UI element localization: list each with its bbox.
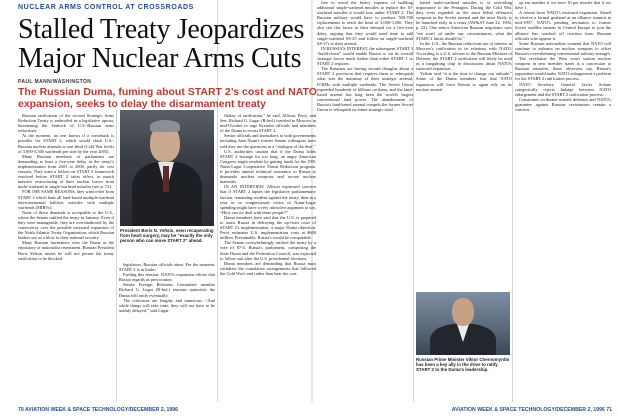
column-gutter [116,110,117,402]
folio-left: 70 AVIATION WEEK & SPACE TECHNOLOGY/DECEMBER 2, 1996 [18,407,179,413]
article-column-2 [119,262,215,401]
paragraph: Fueling this tension: NATO's expansion efforts that Russia regards as provocation. [119,272,215,283]
paragraph: Senior officials and lawmakers in both governments including Sam Nunn's former Senate colleagues have said they see the questions as a “dialogue of the deaf.” [220,133,316,149]
paragraph: Some Russian nationalists contend that NATO will continue to enhance on nuclear weapons to offset Russia's overwhelming conventional military strength. [515,40,611,56]
paragraph: IN RUSSIA'S INTEREST, the subsequent START 3 “build-down” would enable Russia to cut its overall strategic forces much further than either START 1 or START 2 requires. [317,45,413,67]
paragraph: Many Russian members of parliament are demanding at least a five-year delay in the treaty's implementation from 2003 to 2008, partly for cost reasons. They want a follow-on START 3 framework resolved before START 2 takes effect, to match massive restructuring of their nuclear forces from multi-warhead to single-warhead missiles (see p. 72). [18,153,114,190]
article-column-4 [317,0,413,401]
paragraph: based multi-warhead missiles is of overriding importance to the Pentagon. During the Cold War, they were regarded as the most lethal offensive weapons in the Soviet arsenal and the most likely to be launched early in a crisis (AW&ST June 22, 1992, p. 22). One senior American Russian negotiator says “we won't sit under any circumstances, what the START 2 limits should be.” [416,0,512,41]
paragraph: At the moment, no one knows if a comeback is possible for START 2, which would slash U.S.-Russian nuclear arsenals to one-third (Cold War levels of 3,000-3,500 warheads per side by the year 2003). [18,133,114,154]
paragraph: Duma members have said that the U.S. is prepared to assist Russia in defraying the up-front costs of START 2's implementation, a major Duma objection. Perry estimates U.S. implementation costs at $600 million. Presumably, Russia's would be comparable. [220,214,316,241]
paragraph: Duma members are demanding that Russia must withdraw the cumulative arrangements that followed the Cold War's end rather than bear the cost. [220,260,316,276]
paragraph: up our number if we have 10 per missile that if we have 1. [515,0,611,11]
paragraph: The criticisms are lengthy and numerous. “And while things will take time, they will not have to be unduly delayed,” said Lugar. [119,297,215,313]
headline: Stalled Treaty Jeopardizes Major Nuclear Arms Cuts [18,14,305,74]
paragraph: Many Russian lawmakers view the Duma as the repository of nationalist resentment. Russian President Boris Yeltsin insists he will not permit the treaty ratification to be blocked. [18,240,114,261]
chernomyrdin-photo [416,292,510,355]
deck-subhead: The Russian Duma, fuming about START 2’s cost and NATO expansion, seeks to delay the disarmament treaty [18,86,317,110]
paragraph: fibility of ratification,” he said. Allison, Perry, and Sen. Richard G. Lugar (R-Ind.) traveled to Moscow in mid-October to urge Kremlin officials and members of the Duma to recast START 2. [220,113,316,134]
photo-caption-yeltsin: President Boris N. Yeltsin, seen recuperating from heart surgery, may be “exactly the only person who can move START 2” ahead. [120,228,214,244]
column-gutter [512,0,513,402]
paragraph: The Senate overwhelmingly ratified the treaty by a vote of 87-4. Russia's parliament, comprising the State Duma and the Federation Council, was expected to follow suit after the U.S. presidential elections. [220,240,316,261]
paragraph: NATO Secretary General Javier Solana categorically rejects linkage between NATO enlargement and the START 2 ratification process. [515,81,611,97]
paragraph: Constraints on theater missile defenses and NATO's guarantee against Russian revisionism remain a concern. [515,96,611,112]
article-column-1 [18,113,114,401]
paragraph: Senate Foreign Relations Committee member Richard G. Lugar (R-Ind.) remains optimistic the Duma will ratify eventually. [119,282,215,298]
byline: PAUL MANN/WASHINGTON [18,79,92,85]
paragraph: Russian ratification of the second Strategic Arms Reduction Treaty is embroiled in a legislative uproar, threatening the bedrock of U.S.-Russian arms reductions. [18,113,114,134]
paragraph: legislators, Russian officials attest. For the moment, START 2 is in limbo. [119,262,215,273]
section-label: NUCLEAR ARMS CONTROL AT CROSSROADS [18,4,194,11]
paragraph: The revelation the West won't station nuclear weapons in new member states is a concession to Russian anxieties, these observers say. Russia's opposition would make NATO enlargement a problem for the START 2 ratification process. [515,56,611,82]
paragraph: Yeltsin said “it is the time to change our attitude.” Some of the Duma members fear that NATO expansion will force Russia to again rely on its nuclear arsenal. [416,71,512,92]
article-column-6 [515,0,611,401]
paragraph: In the U.S., the Russian reductions are of interest in Moscow's ratification in its relations with NATO. According to a U.S. adviser to the Russian Minister of Defense, the START 2 ratification will likely be used as a bargaining chip in discussions about NATO's eastward expansion. [416,40,512,72]
article-column-5 [416,0,512,290]
column-gutter [413,0,414,402]
article-column-3 [220,113,316,401]
paragraph: A retreat from NATO's eastward expansion. Slated to receive a formal goahead at an alliance summit in mid-1997, NATO's pending invitation to former Soviet satellite nations in Central Europe to join the alliance has touched off reaction from Russian officials who oppose it. [515,10,611,41]
yeltsin-photo [120,110,214,226]
paragraph: U.S. authorities caution that if the Duma holds START 2 hostage for too long, an angry American Congress might retaliate by gutting funds for the 1991 Nunn-Lugar Cooperative Threat Reduction program. It provides annual technical assistance to Russia to dismantle nuclear weapons and secure nuclear materials. [220,148,316,185]
folio-right: AVIATION WEEK & SPACE TECHNOLOGY/DECEMBER 2, 1996 71 [451,407,612,413]
photo-caption-chernomyrdin: Russian Prime Minister Viktor Chernomyrdin has been a key ally in the drive to ratify START 2 to the Duma's leadership. [416,357,510,373]
paragraph: None of these demands is acceptable to the U.S., where the Senate ratified the treaty in January. Even if they were manageable, they are overshadowed by the controversy over the possible eastward expansion of the North Atlantic Treaty Organization, which Russian leaders see as a blow to their national security. [18,209,114,241]
paragraph: FOR THE SAME REASONS, they want relief from START 2 which bans all land-based multiple-warhead intercontinental ballistic missiles with multiple warheads (MIRVs). [18,189,114,210]
paragraph: The Russians are having second thoughts about a START 2 provision that requires them to relinquish what was the mainstay of their strategic arsenal, ICBMs with multiple warheads. The Soviet Union expended hundreds of billions on them, and the land-based arsenal has long been the world's largest conventional land power. The abandonment of Russia's land-based arsenal compels the former Soviet Union to relinquish its entire strategic triad. [317,66,413,112]
paragraph: free to avoid the heavy expense of building additional single-warhead missiles to replace the 10-warhead missiles it would lose under START 2. The Russian military would have to produce 500-700 replacements to reach the limit of 3,000-3,500. They also cite this factor in their demand for a five-year delay, arguing that they would need time to add single-warhead SS-25 and follow-on single-warhead SS-27s to their arsenal. [317,0,413,46]
paragraph: IN AN INTERVIEW, Allison expressed concern that if START 2 lapses the legislative parliamentary faction, remaining resident against the treaty, then in a year or so congressional critics of Nunn-Lugar spending might have a very attractive argument to say, “How can we deal with these people?” [220,184,316,215]
